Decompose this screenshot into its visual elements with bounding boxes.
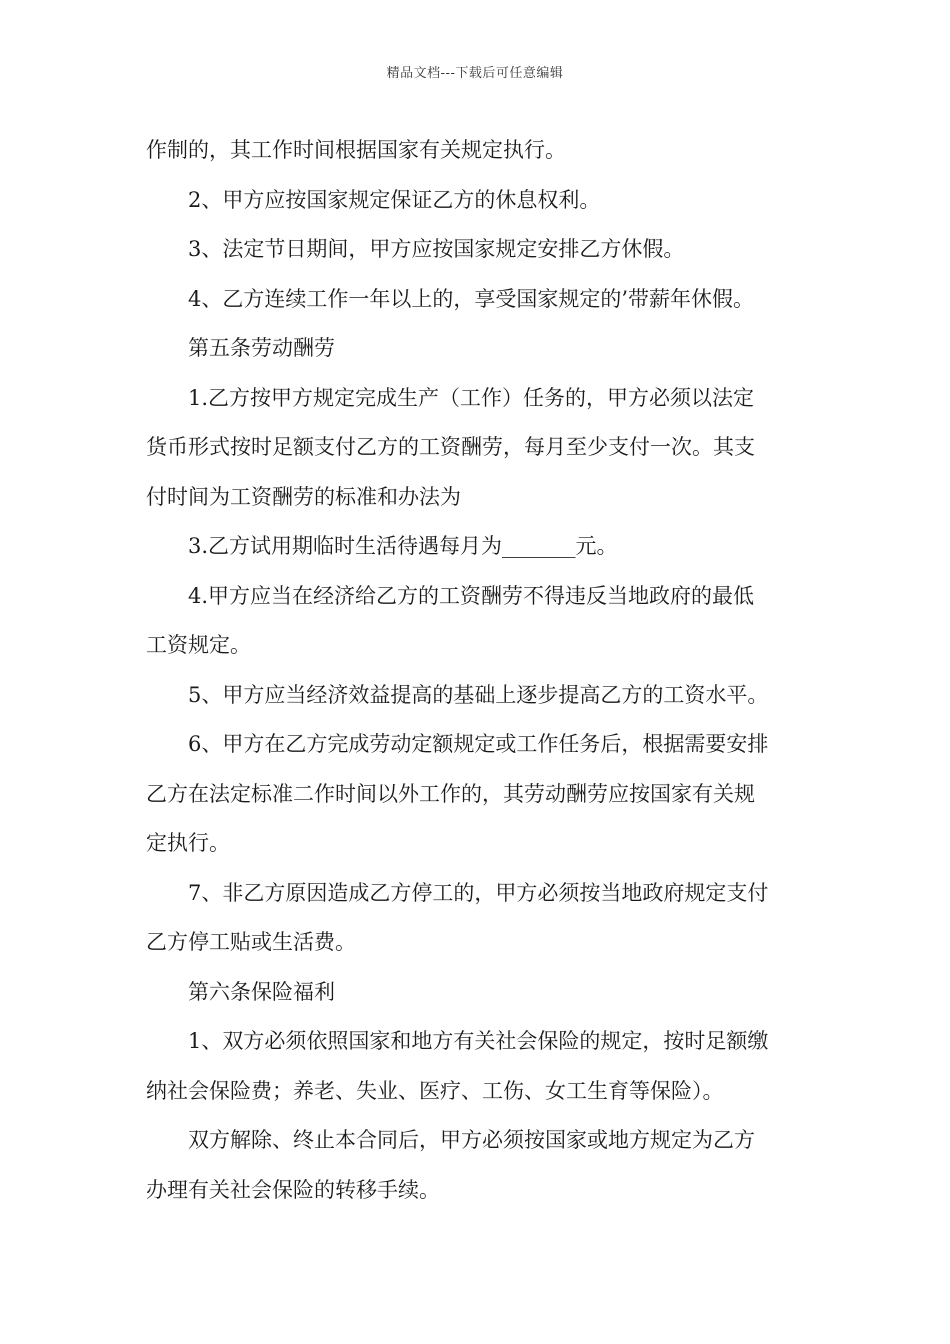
text-line: 双方解除、终止本合同后，甲方必须按国家或地方规定为乙方 <box>188 1128 755 1152</box>
text-line: 作制的，其工作时间根据国家有关规定执行。 <box>146 138 566 162</box>
text-line: 1.乙方按甲方规定完成生产（工作）任务的，甲方必须以法定 <box>188 385 755 410</box>
text-line: 纳社会保险费；养老、失业、医疗、工伤、女工生育等保险）。 <box>146 1078 724 1103</box>
text-line: 4.甲方应当在经济给乙方的工资酬劳不得违反当地政府的最低 <box>188 583 755 608</box>
text-line: 7、非乙方原因造成乙方停工的，甲方必须按当地政府规定支付 <box>188 880 769 905</box>
section-heading: 第五条劳动酬劳 <box>188 336 335 360</box>
text-line: 6、甲方在乙方完成劳动定额规定或工作任务后，根据需要安排 <box>188 732 769 756</box>
text-line: 办理有关社会保险的转移手续。 <box>146 1177 440 1202</box>
text-line: 乙方停工贴或生活费。 <box>146 930 356 954</box>
header-note: 精品文档---下载后可任意编辑 <box>386 66 564 81</box>
text-line: 1、双方必须依照国家和地方有关社会保险的规定，按时足额缴 <box>188 1029 769 1053</box>
text-line: 3、法定节日期间，甲方应按国家规定安排乙方休假。 <box>188 237 685 261</box>
text-line: 乙方在法定标准二作时间以外工作的，其劳动酬劳应按国家有关规 <box>146 781 755 806</box>
text-line: 定执行。 <box>146 831 230 855</box>
text-line: 4、乙方连续工作一年以上的，享受国家规定的’带薪年休假。 <box>188 286 755 311</box>
text-line: 5、甲方应当经济效益提高的基础上逐步提高乙方的工资水平。 <box>188 682 769 707</box>
section-heading: 第六条保险福利 <box>188 979 335 1004</box>
text-line: 付时间为工资酬劳的标准和办法为 <box>146 484 461 509</box>
text-line: 货币形式按时足额支付乙方的工资酬劳，每月至少支付一次。其支 <box>146 435 755 459</box>
text-line: 2、甲方应按国家规定保证乙方的休息权利。 <box>188 187 601 212</box>
text-line: 工资规定。 <box>146 633 251 657</box>
text-line: 3.乙方试用期临时生活待遇每月为_______元。 <box>188 534 618 558</box>
document-body <box>146 126 806 1215</box>
